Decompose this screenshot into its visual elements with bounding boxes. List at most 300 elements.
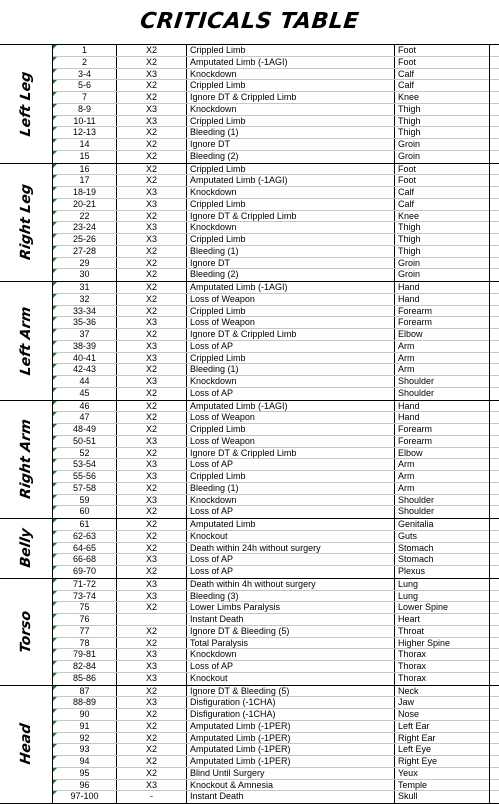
multiplier-cell: X2 [117,80,187,91]
table-row [53,246,499,258]
roll-cell: 40-41 [53,353,117,364]
table-row [53,57,499,69]
effect-cell: Death within 4h without surgery [187,579,395,590]
effect-cell: Bleeding (3) [187,591,395,602]
effect-cell: Knockdown [187,187,395,198]
effect-cell: Ignore DT & Crippled Limb [187,92,395,103]
location-cell: Shoulder [395,506,490,518]
multiplier-cell: X2 [117,756,187,767]
multiplier-cell: X2 [117,424,187,435]
effect-cell: Knockdown [187,69,395,80]
multiplier-cell: X2 [117,686,187,697]
criticals-table [0,44,499,804]
location-cell: Thigh [395,127,490,138]
location-cell: Right Ear [395,733,490,744]
table-row [53,306,499,318]
roll-cell: 62-63 [53,531,117,542]
effect-cell: Disfiguration (-1CHA) [187,697,395,708]
multiplier-cell: X2 [117,294,187,305]
roll-cell: 2 [53,57,117,68]
section-right-leg [0,163,499,282]
table-row [53,69,499,81]
multiplier-cell: X3 [117,104,187,115]
table-row [53,448,499,460]
section-head [0,685,499,804]
multiplier-cell: X3 [117,591,187,602]
location-cell: Knee [395,92,490,103]
roll-cell: 77 [53,626,117,637]
location-cell: Foot [395,45,490,56]
table-row [53,709,499,721]
location-cell: Heart [395,614,490,625]
multiplier-cell: X2 [117,329,187,340]
table-row [53,614,499,626]
effect-cell: Bleeding (2) [187,269,395,281]
location-cell: Foot [395,175,490,186]
multiplier-cell: X3 [117,116,187,127]
multiplier-cell: X2 [117,531,187,542]
effect-cell: Amputated Limb (-1PER) [187,744,395,755]
effect-cell: Crippled Limb [187,164,395,175]
effect-cell: Total Paralysis [187,638,395,649]
multiplier-cell: X3 [117,436,187,447]
effect-cell: Disfiguration (-1CHA) [187,709,395,720]
section-label: Left Leg [18,70,34,137]
table-row [53,412,499,424]
section-label: Right Leg [18,183,34,261]
section-label: Right Arm [18,418,34,500]
multiplier-cell: X2 [117,626,187,637]
roll-cell: 48-49 [53,424,117,435]
effect-cell: Amputated Limb (-1AGI) [187,175,395,186]
page-title: CRITICALS TABLE [0,4,499,40]
effect-cell: Bleeding (1) [187,246,395,257]
effect-cell: Knockdown [187,649,395,660]
table-border [489,164,490,282]
multiplier-cell: X3 [117,673,187,685]
location-cell: Plexus [395,566,490,578]
multiplier-cell: X2 [117,602,187,613]
table-row [53,187,499,199]
multiplier-cell: X2 [117,733,187,744]
effect-cell: Crippled Limb [187,424,395,435]
multiplier-cell: X2 [117,127,187,138]
multiplier-cell: X2 [117,364,187,375]
location-cell: Neck [395,686,490,697]
roll-cell: 42-43 [53,364,117,375]
roll-cell: 53-54 [53,459,117,470]
effect-cell: Death within 24h without surgery [187,543,395,554]
roll-cell: 38-39 [53,341,117,352]
effect-cell: Loss of AP [187,506,395,518]
multiplier-cell: X2 [117,483,187,494]
section-left-arm [0,281,499,400]
location-cell: Thorax [395,661,490,672]
effect-cell: Instant Death [187,791,395,803]
effect-cell: Knockdown [187,222,395,233]
effect-cell: Ignore DT & Crippled Limb [187,329,395,340]
table-row [53,579,499,591]
location-cell: Forearm [395,436,490,447]
location-cell: Knee [395,211,490,222]
table-row [53,80,499,92]
roll-cell: 17 [53,175,117,186]
roll-cell: 3-4 [53,69,117,80]
roll-cell: 73-74 [53,591,117,602]
roll-cell: 5-6 [53,80,117,91]
location-cell: Calf [395,80,490,91]
location-cell: Elbow [395,329,490,340]
multiplier-cell: X2 [117,57,187,68]
location-cell: Thigh [395,246,490,257]
location-cell: Forearm [395,424,490,435]
table-row [53,45,499,57]
table-row [53,269,499,281]
section-label-cell [0,519,53,578]
location-cell: Hand [395,401,490,412]
multiplier-cell: X2 [117,768,187,779]
effect-cell: Amputated Limb (-1PER) [187,721,395,732]
roll-cell: 52 [53,448,117,459]
effect-cell: Ignore DT & Bleeding (5) [187,686,395,697]
table-row [53,649,499,661]
location-cell: Calf [395,69,490,80]
effect-cell: Amputated Limb (-1AGI) [187,401,395,412]
location-cell: Jaw [395,697,490,708]
table-row [53,211,499,223]
table-row [53,591,499,603]
roll-cell: 85-86 [53,673,117,685]
effect-cell: Crippled Limb [187,306,395,317]
section-left-leg [0,44,499,163]
multiplier-cell: X2 [117,412,187,423]
location-cell: Temple [395,780,490,791]
location-cell: Skull [395,791,490,803]
roll-cell: 71-72 [53,579,117,590]
multiplier-cell: X3 [117,341,187,352]
multiplier-cell: X3 [117,222,187,233]
table-row [53,151,499,163]
effect-cell: Lower Limbs Paralysis [187,602,395,613]
location-cell: Forearm [395,306,490,317]
multiplier-cell: X3 [117,471,187,482]
location-cell: Throat [395,626,490,637]
table-row [53,733,499,745]
effect-cell: Knockdown [187,376,395,387]
table-row [53,199,499,211]
section-label-cell [0,686,53,804]
table-row [53,638,499,650]
roll-cell: 69-70 [53,566,117,578]
location-cell: Groin [395,258,490,269]
effect-cell: Loss of AP [187,388,395,400]
effect-cell: Amputated Limb (-1AGI) [187,282,395,293]
location-cell: Foot [395,164,490,175]
effect-cell: Ignore DT [187,139,395,150]
effect-cell: Bleeding (1) [187,364,395,375]
multiplier-cell: X2 [117,709,187,720]
location-cell: Hand [395,294,490,305]
roll-cell: 25-26 [53,234,117,245]
roll-cell: 15 [53,151,117,163]
roll-cell: 7 [53,92,117,103]
roll-cell: 44 [53,376,117,387]
table-row [53,566,499,578]
location-cell: Groin [395,269,490,281]
location-cell: Lung [395,591,490,602]
roll-cell: 87 [53,686,117,697]
roll-cell: 97-100 [53,791,117,803]
table-row [53,424,499,436]
roll-cell: 88-89 [53,697,117,708]
table-border [489,579,490,685]
table-border [489,45,490,163]
table-row [53,791,499,803]
table-row [53,519,499,531]
multiplier-cell: X3 [117,697,187,708]
effect-cell: Loss of AP [187,566,395,578]
roll-cell: 29 [53,258,117,269]
location-cell: Guts [395,531,490,542]
multiplier-cell: X3 [117,661,187,672]
location-cell: Thigh [395,116,490,127]
table-row [53,164,499,176]
roll-cell: 33-34 [53,306,117,317]
multiplier-cell: X2 [117,175,187,186]
table-row [53,388,499,400]
effect-cell: Ignore DT & Crippled Limb [187,448,395,459]
effect-cell: Loss of Weapon [187,436,395,447]
location-cell: Thigh [395,104,490,115]
effect-cell: Loss of Weapon [187,317,395,328]
table-row [53,175,499,187]
effect-cell: Bleeding (1) [187,483,395,494]
effect-cell: Loss of Weapon [187,412,395,423]
roll-cell: 50-51 [53,436,117,447]
multiplier-cell: X2 [117,151,187,163]
multiplier-cell: X3 [117,579,187,590]
multiplier-cell: X2 [117,566,187,578]
multiplier-cell: X3 [117,376,187,387]
multiplier-cell: X2 [117,45,187,56]
roll-cell: 30 [53,269,117,281]
multiplier-cell: - [117,791,187,803]
effect-cell: Loss of AP [187,341,395,352]
location-cell: Calf [395,199,490,210]
effect-cell: Loss of Weapon [187,294,395,305]
table-row [53,686,499,698]
multiplier-cell: X2 [117,543,187,554]
table-row [53,626,499,638]
multiplier-cell: X3 [117,234,187,245]
roll-cell: 64-65 [53,543,117,554]
table-row [53,602,499,614]
multiplier-cell: X2 [117,92,187,103]
location-cell: Left Ear [395,721,490,732]
location-cell: Stomach [395,543,490,554]
table-border [489,686,490,804]
effect-cell: Crippled Limb [187,116,395,127]
table-row [53,116,499,128]
location-cell: Shoulder [395,388,490,400]
multiplier-cell: X3 [117,780,187,791]
location-cell: Arm [395,483,490,494]
table-row [53,661,499,673]
roll-cell: 27-28 [53,246,117,257]
effect-cell: Knockout [187,531,395,542]
section-label-cell [0,579,53,685]
location-cell: Higher Spine [395,638,490,649]
effect-cell: Ignore DT & Bleeding (5) [187,626,395,637]
roll-cell: 59 [53,495,117,506]
location-cell: Thorax [395,649,490,660]
roll-cell: 37 [53,329,117,340]
roll-cell: 90 [53,709,117,720]
table-row [53,744,499,756]
table-row [53,543,499,555]
location-cell: Arm [395,364,490,375]
roll-cell: 76 [53,614,117,625]
effect-cell: Bleeding (2) [187,151,395,163]
roll-cell: 22 [53,211,117,222]
location-cell: Genitalia [395,519,490,530]
roll-cell: 91 [53,721,117,732]
effect-cell: Amputated Limb [187,519,395,530]
location-cell: Shoulder [395,495,490,506]
table-row [53,222,499,234]
effect-cell: Crippled Limb [187,199,395,210]
effect-cell: Bleeding (1) [187,127,395,138]
location-cell: Lower Spine [395,602,490,613]
effect-cell: Crippled Limb [187,45,395,56]
section-label: Belly [18,528,34,569]
roll-cell: 23-24 [53,222,117,233]
roll-cell: 16 [53,164,117,175]
roll-cell: 46 [53,401,117,412]
table-row [53,756,499,768]
effect-cell: Crippled Limb [187,471,395,482]
table-row [53,673,499,685]
table-row [53,258,499,270]
table-row [53,721,499,733]
location-cell: Stomach [395,554,490,565]
location-cell: Groin [395,151,490,163]
table-row [53,471,499,483]
effect-cell: Amputated Limb (-1PER) [187,733,395,744]
table-row [53,401,499,413]
multiplier-cell: X3 [117,199,187,210]
multiplier-cell: X2 [117,211,187,222]
location-cell: Groin [395,139,490,150]
effect-cell: Crippled Limb [187,353,395,364]
table-row [53,459,499,471]
multiplier-cell: X3 [117,353,187,364]
table-row [53,329,499,341]
roll-cell: 61 [53,519,117,530]
roll-cell: 18-19 [53,187,117,198]
table-border [489,519,490,578]
effect-cell: Amputated Limb (-1PER) [187,756,395,767]
effect-cell: Knockout [187,673,395,685]
effect-cell: Crippled Limb [187,80,395,91]
section-label-cell [0,164,53,282]
multiplier-cell: X2 [117,519,187,530]
table-border [489,401,490,519]
location-cell: Nose [395,709,490,720]
location-cell: Hand [395,282,490,293]
roll-cell: 10-11 [53,116,117,127]
location-cell: Lung [395,579,490,590]
multiplier-cell: X2 [117,388,187,400]
effect-cell: Ignore DT & Crippled Limb [187,211,395,222]
location-cell: Calf [395,187,490,198]
table-row [53,127,499,139]
effect-cell: Ignore DT [187,258,395,269]
multiplier-cell: X2 [117,448,187,459]
table-row [53,294,499,306]
location-cell: Right Eye [395,756,490,767]
location-cell: Thigh [395,234,490,245]
effect-cell: Knockout & Amnesia [187,780,395,791]
table-row [53,282,499,294]
multiplier-cell: X3 [117,459,187,470]
table-row [53,364,499,376]
multiplier-cell: X2 [117,258,187,269]
section-label-cell [0,282,53,400]
section-label: Torso [18,609,34,653]
multiplier-cell: X3 [117,495,187,506]
location-cell: Foot [395,57,490,68]
multiplier-cell: X2 [117,139,187,150]
table-row [53,317,499,329]
roll-cell: 93 [53,744,117,755]
roll-cell: 66-68 [53,554,117,565]
location-cell: Left Eye [395,744,490,755]
location-cell: Arm [395,471,490,482]
multiplier-cell: X2 [117,744,187,755]
roll-cell: 96 [53,780,117,791]
multiplier-cell [117,614,187,625]
multiplier-cell: X2 [117,506,187,518]
location-cell: Forearm [395,317,490,328]
roll-cell: 47 [53,412,117,423]
roll-cell: 57-58 [53,483,117,494]
multiplier-cell: X2 [117,401,187,412]
location-cell: Arm [395,353,490,364]
multiplier-cell: X2 [117,246,187,257]
multiplier-cell: X3 [117,317,187,328]
effect-cell: Loss of AP [187,554,395,565]
section-right-arm [0,400,499,519]
table-row [53,483,499,495]
roll-cell: 31 [53,282,117,293]
table-row [53,436,499,448]
section-label: Head [18,723,34,766]
effect-cell: Amputated Limb (-1AGI) [187,57,395,68]
table-row [53,92,499,104]
table-row [53,531,499,543]
table-row [53,768,499,780]
location-cell: Shoulder [395,376,490,387]
multiplier-cell: X2 [117,721,187,732]
effect-cell: Blind Until Surgery [187,768,395,779]
section-label-cell [0,45,53,163]
multiplier-cell: X3 [117,649,187,660]
roll-cell: 45 [53,388,117,400]
roll-cell: 35-36 [53,317,117,328]
table-row [53,495,499,507]
effect-cell: Crippled Limb [187,234,395,245]
